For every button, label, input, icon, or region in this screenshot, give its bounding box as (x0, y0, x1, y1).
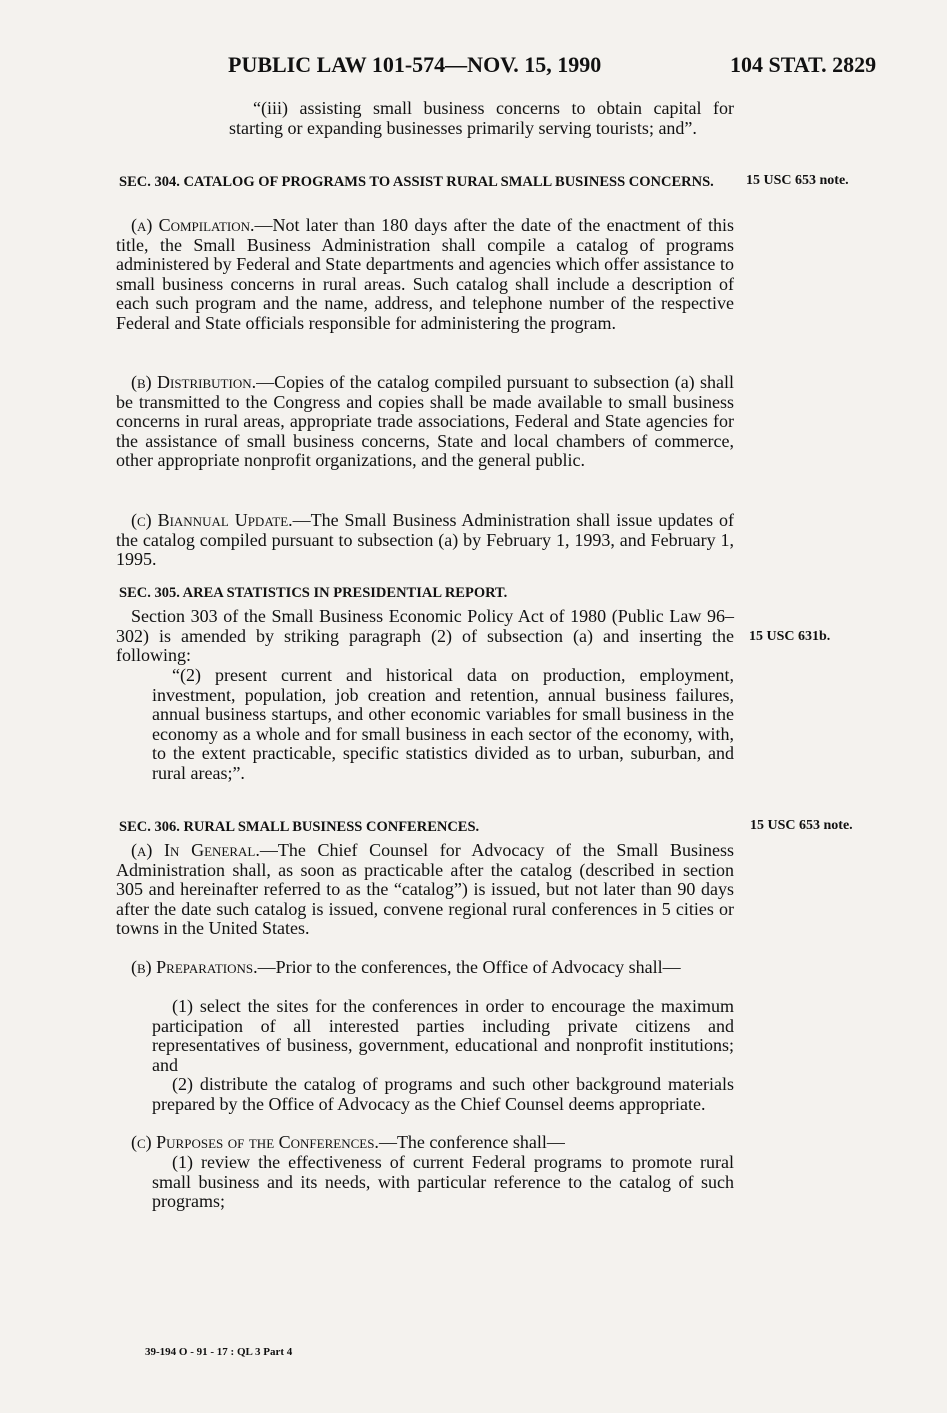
page-header-stat: 104 STAT. 2829 (730, 52, 877, 77)
sec-304-b-label: (b) Distribution. (131, 372, 257, 392)
sec-304-b (116, 373, 734, 471)
sec-306-heading: SEC. 306. RURAL SMALL BUSINESS CONFERENCES. (119, 819, 480, 835)
sec-304-c-text: —The Small Business Administration shall issue updates of the catalog compiled pursuant to subsection (a) by February 1, 1993, and February 1, 1995. (116, 510, 734, 569)
sec-306-b-text: —Prior to the conferences, the Office of Advocacy shall— (257, 957, 681, 977)
sec-306-c-text: —The conference shall— (378, 1132, 565, 1152)
sec-306-b (116, 958, 734, 978)
sec-305-quote: “(2) present current and historical data on production, employment, investment, population, job creation and retention, annual business failures, annual business startups, and other economic variables for small business in the economy as a whole and for small business in each sector of the economy, with, to the extent practicable, specific statistics divided as to urban, suburban, and rural areas;”. (152, 665, 734, 783)
sec-304-a (116, 216, 734, 333)
sec-304-heading: SEC. 304. CATALOG OF PROGRAMS TO ASSIST RURAL SMALL BUSINESS CONCERNS. (119, 174, 714, 190)
sec-306-b2: (2) distribute the catalog of programs and such other background materials prepared by the Office of Advocacy as the Chief Counsel deems appropriate. (152, 1074, 734, 1114)
sec-306-a (116, 841, 734, 939)
sec-304-a-text: —Not later than 180 days after the date of the enactment of this title, the Small Business Administration shall compile a catalog of programs administered by Federal and State departments and agencies which offer assistance to small business concerns in rural areas. Such catalog shall include a description of each such program and the name, address, and telephone number of the respective Federal and State officials responsible for administering the program. (116, 215, 734, 333)
sec-306-c (116, 1133, 734, 1153)
sec-304-c (116, 511, 734, 570)
sec-304-b-text: —Copies of the catalog compiled pursuant to subsection (a) shall be transmitted to the Congress and copies shall be made available to small business concerns in rural areas, appropriate trade associations, Federal and State agencies for the assistance of small business concerns, State and local chambers of commerce, other appropriate nonprofit organizations, and the general public. (116, 372, 735, 470)
sec-304-a-label: (a) Compilation. (131, 215, 255, 235)
sec-305-margin-note: 15 USC 631b. (749, 629, 831, 644)
page-footer: 39-194 O - 91 - 17 : QL 3 Part 4 (145, 1346, 293, 1358)
continued-clause: “(iii) assisting small business concerns to obtain capital for starting or expanding businesses primarily serving tourists; and”. (229, 98, 734, 138)
sec-305-heading: SEC. 305. AREA STATISTICS IN PRESIDENTIAL REPORT. (119, 585, 508, 601)
sec-306-a-label: (a) In General. (131, 840, 260, 860)
sec-306-margin-note: 15 USC 653 note. (750, 818, 853, 833)
sec-305-intro: Section 303 of the Small Business Economic Policy Act of 1980 (Public Law 96–302) is amended by striking paragraph (2) of subsection (a) and inserting the following: (116, 606, 734, 665)
sec-304-margin-note: 15 USC 653 note. (746, 173, 849, 188)
sec-306-c-label: (c) Purposes of the Conferences. (131, 1132, 379, 1152)
sec-306-a-text: —The Chief Counsel for Advocacy of the Small Business Administration shall, as soon as practicable after the catalog (described in section 305 and hereinafter referred to as the “catalog”) is issued, but not later than 90 days after the date such catalog is issued, convene regional rural conferences in 5 cities or towns in the United States. (116, 840, 735, 938)
page-header-title: PUBLIC LAW 101-574—NOV. 15, 1990 (228, 52, 602, 77)
sec-306-c1: (1) review the effectiveness of current Federal programs to promote rural small business and its needs, with particular reference to the catalog of such programs; (152, 1152, 734, 1211)
sec-304-c-label: (c) Biannual Update. (131, 510, 293, 530)
sec-306-b-label: (b) Preparations. (131, 957, 258, 977)
sec-306-b1: (1) select the sites for the conferences in order to encourage the maximum participation of all interested parties including private citizens and representatives of business, government, educational and nonprofit institutions; and (152, 996, 734, 1075)
